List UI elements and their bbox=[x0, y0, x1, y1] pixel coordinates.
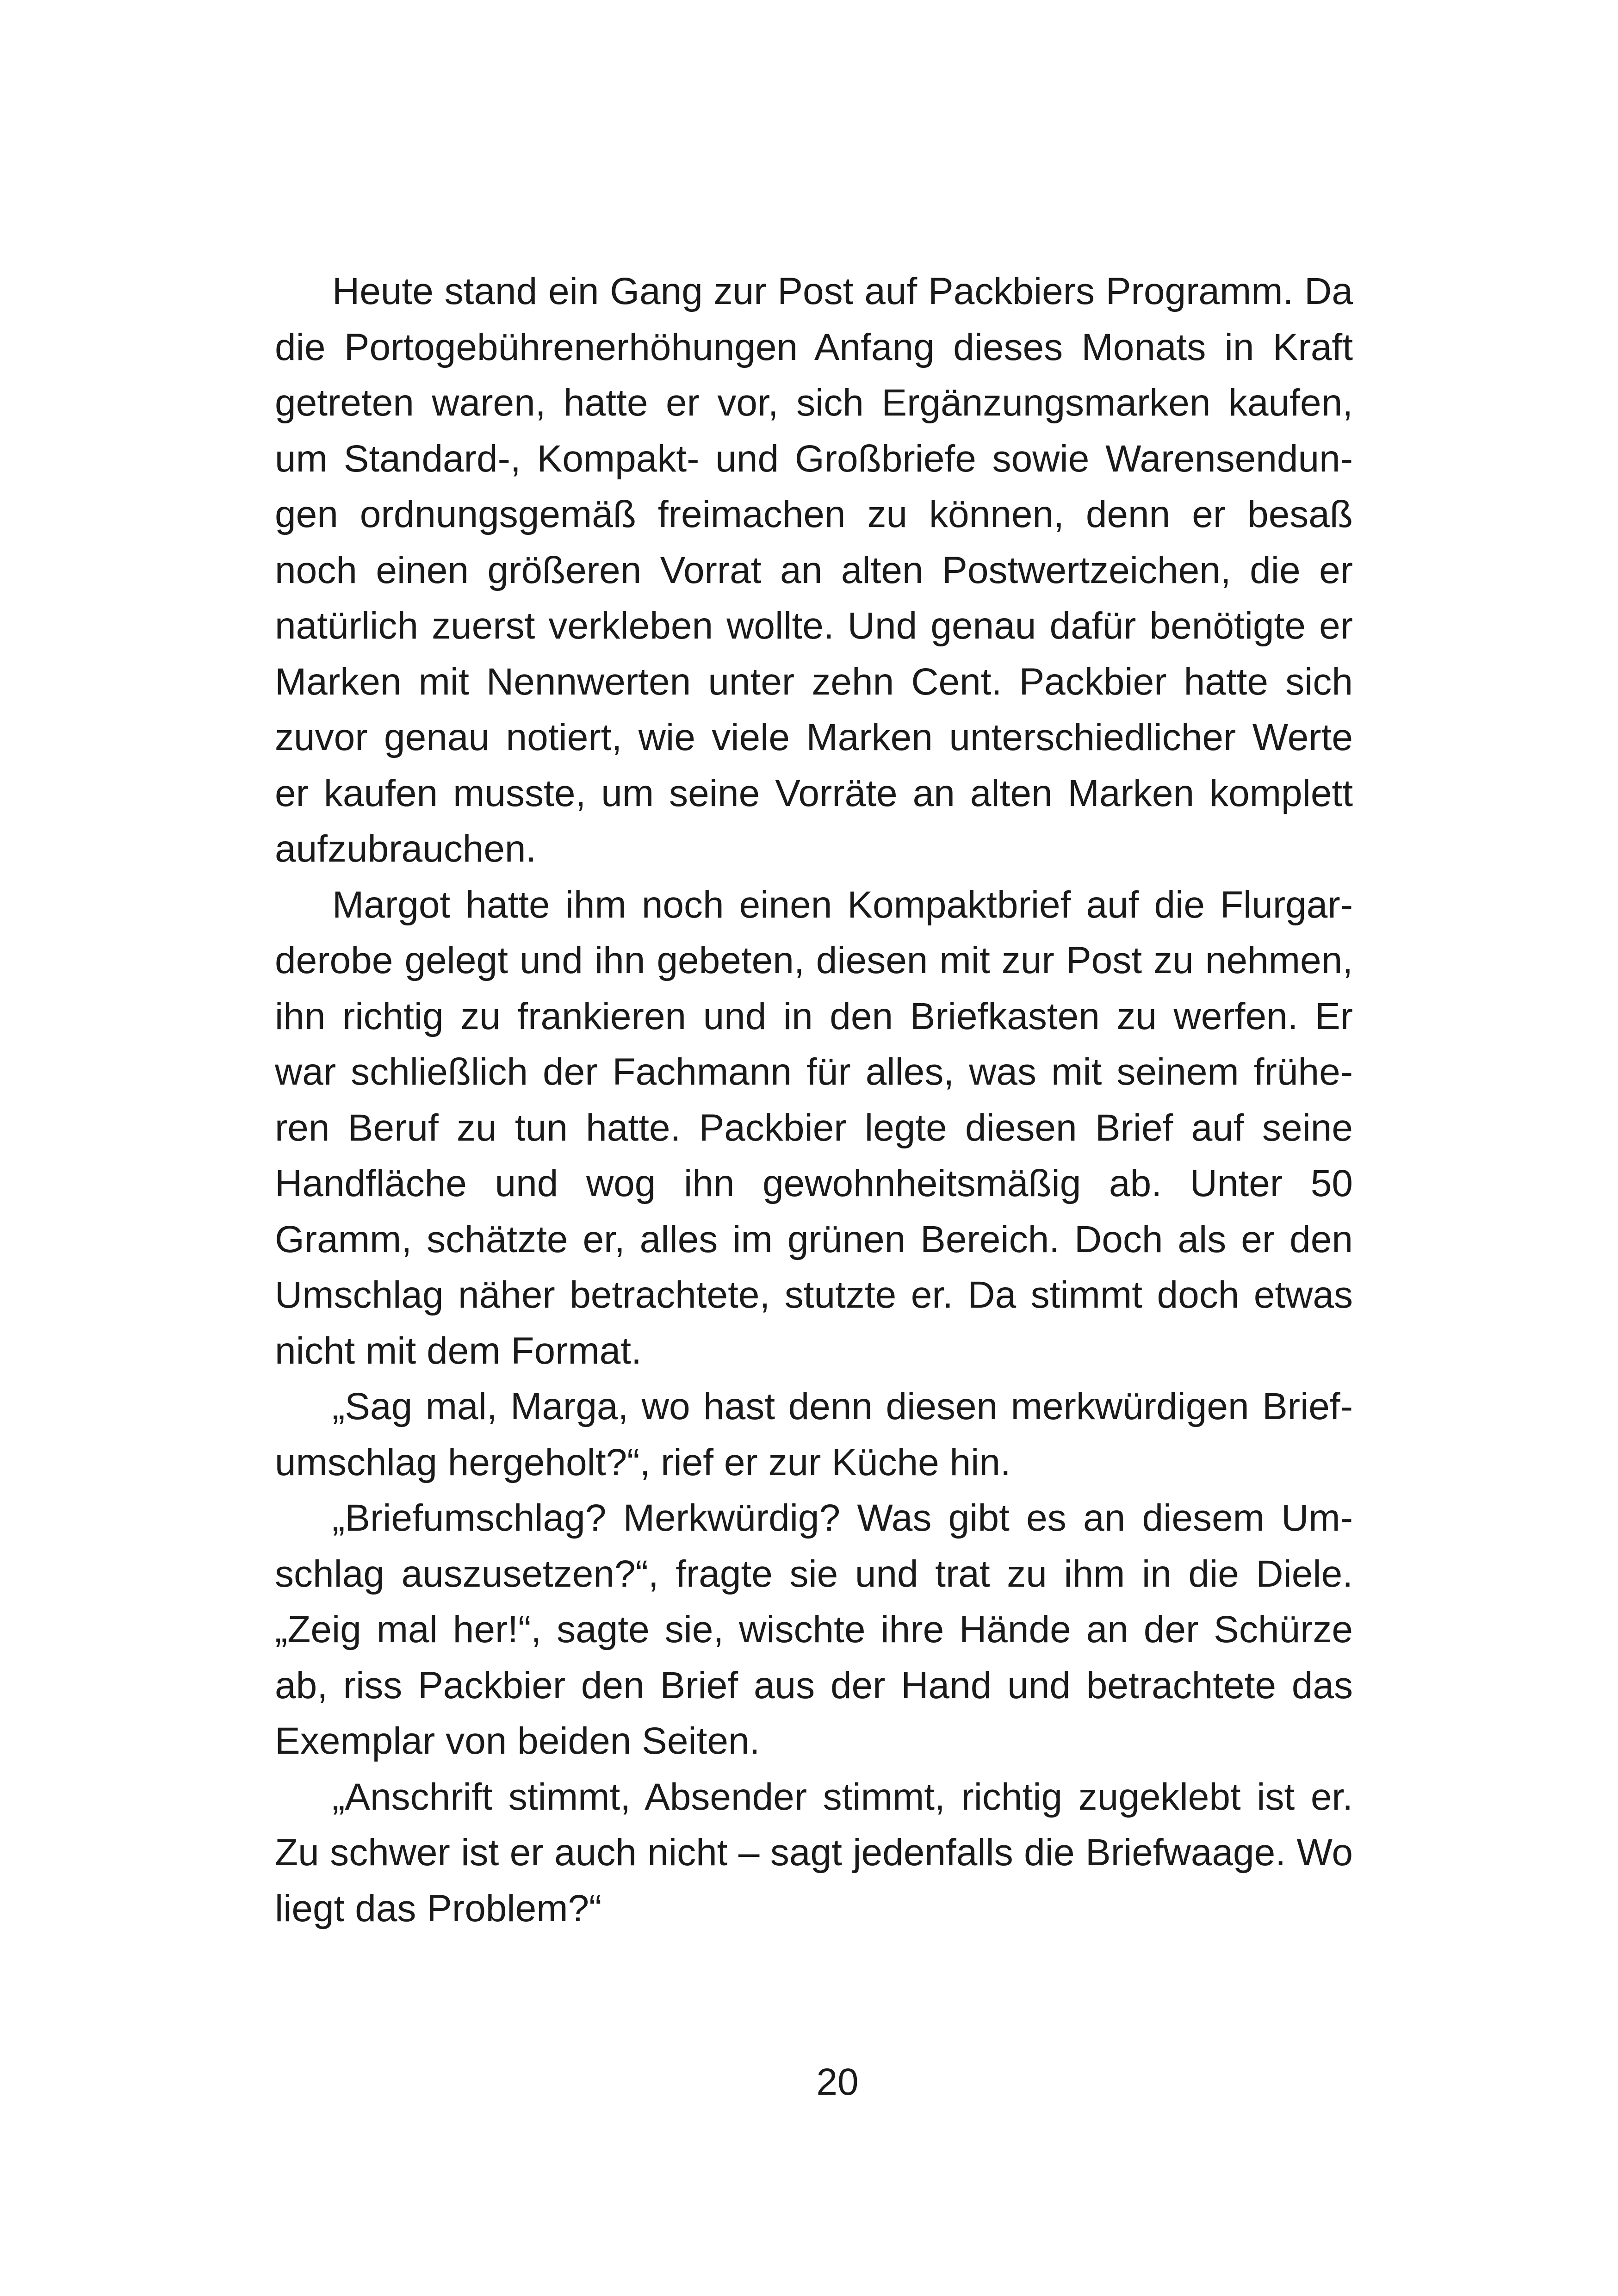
paragraph: „Sag mal, Marga, wo hast denn diesen merkwürdigen Briefumschlag hergeholt?“, rief er zur Küche hin. bbox=[275, 1385, 1353, 1483]
paragraph: Heute stand ein Gang zur Post auf Packbiers Programm. Da die Portogebührenerhöhungen Anfang dieses Monats in Kraft getreten waren, hatte er vor, sich Ergänzungsmarken kaufen, um Standard-, Kompakt- und Großbriefe sowie Warensendungen ordnungsgemäß freimachen zu können, denn er besaß noch einen größeren Vorrat an alten Postwertzeichen, die er natürlich zuerst verkleben wollte. Und genau dafür benötigte er Marken mit Nennwerten unter zehn Cent. Packbier hatte sich zuvor genau notiert, wie viele Marken unterschiedlicher Werte er kaufen musste, um seine Vorräte an alten Marken komplett aufzubrauchen. bbox=[275, 270, 1353, 870]
page-number: 20 bbox=[816, 2061, 859, 2103]
paragraph: Margot hatte ihm noch einen Kompaktbrief auf die Flurgarderobe gelegt und ihn gebeten, diesen mit zur Post zu nehmen, ihn richtig zu frankieren und in den Briefkasten zu werfen. Er war schließlich der Fachmann für alles, was mit seinem früheren Beruf zu tun hatte. Packbier legte diesen Brief auf seine Handfläche und wog ihn gewohnheitsmäßig ab. Unter 50 Gramm, schätzte er, alles im grünen Bereich. Doch als er den Umschlag näher betrachtete, stutzte er. Da stimmt doch etwas nicht mit dem Format. bbox=[275, 883, 1353, 1372]
paragraph: „Briefumschlag? Merkwürdig? Was gibt es an diesem Umschlag auszusetzen?“, fragte sie und trat zu ihm in die Diele. „Zeig mal her!“, sagte sie, wischte ihre Hände an der Schürze ab, riss Packbier den Brief aus der Hand und betrachtete das Exemplar von beiden Seiten. bbox=[275, 1497, 1353, 1762]
body-text bbox=[275, 264, 1353, 1936]
paragraph: „Anschrift stimmt, Absender stimmt, richtig zugeklebt ist er. Zu schwer ist er auch nicht – sagt jedenfalls die Briefwaage. Wo liegt das Problem?“ bbox=[275, 1775, 1353, 1930]
